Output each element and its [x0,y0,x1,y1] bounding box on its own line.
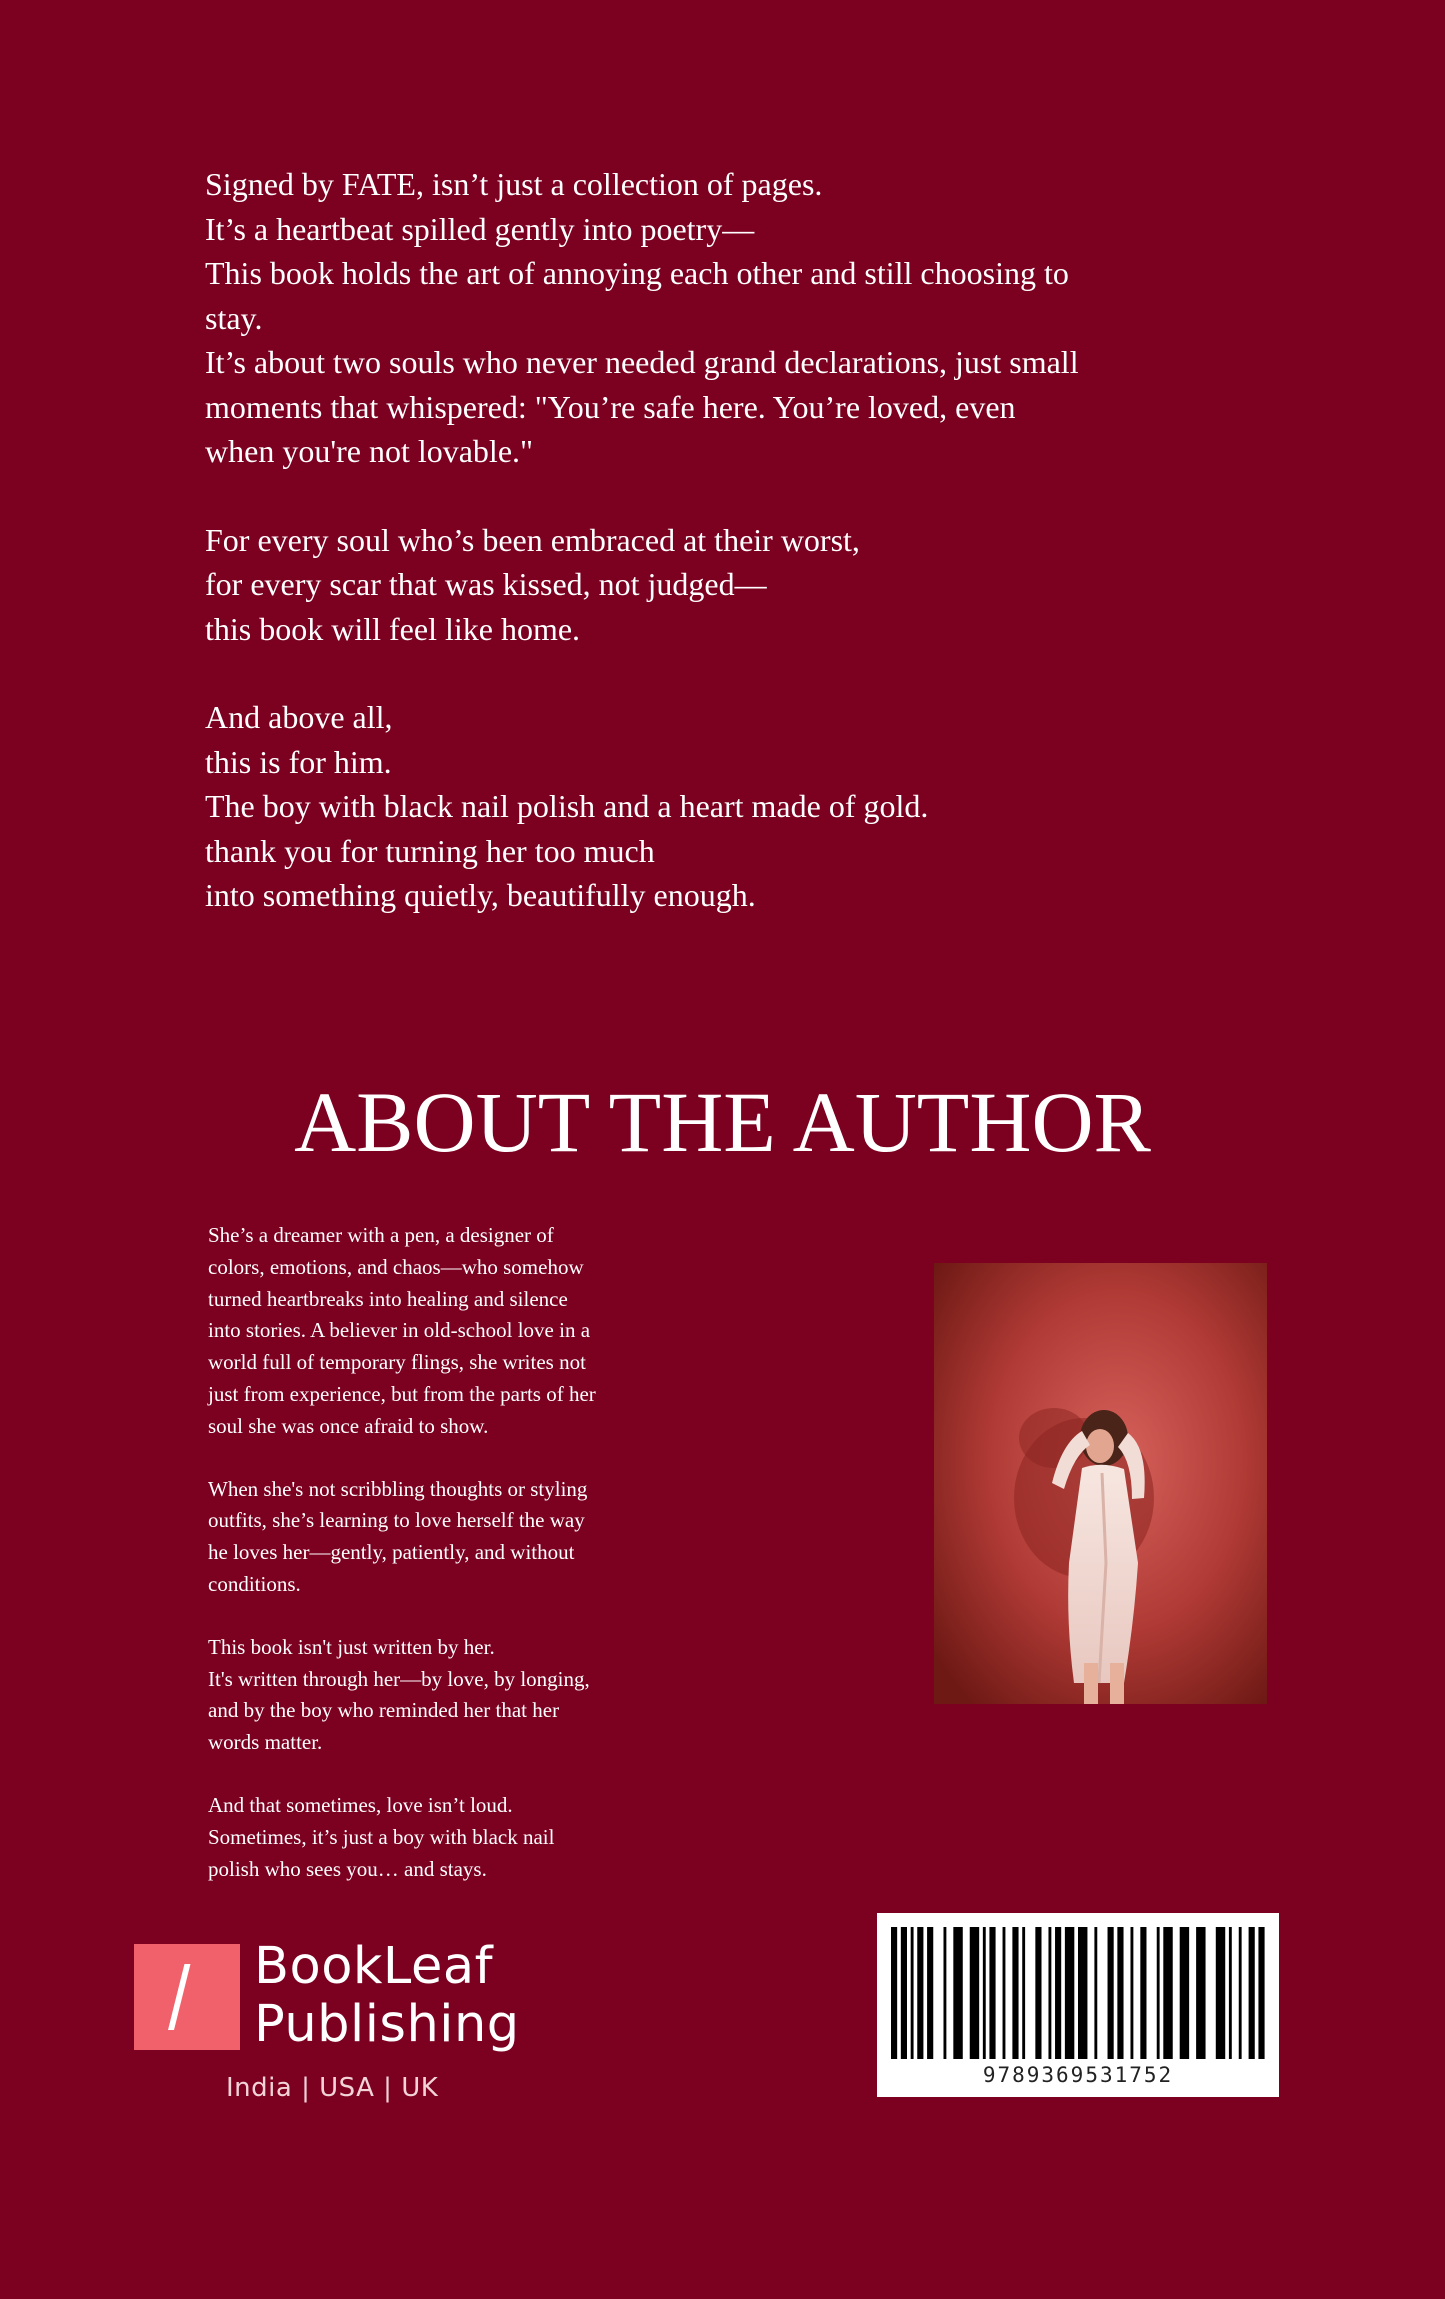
blurb-line: this book will feel like home. [205,610,581,647]
barcode-bar [901,1927,907,2059]
barcode-bar [943,1927,946,2059]
bio-line: conditions. [208,1571,301,1596]
blurb-line: For every soul who’s been embraced at their worst, [205,521,860,558]
blurb-line: stay. [205,299,263,336]
barcode-bar [1055,1927,1061,2059]
barcode-bar [989,1927,995,2059]
bio-line: words matter. [208,1730,323,1755]
barcode-bar [911,1927,914,2059]
bio-line: outfits, she’s learning to love herself the way [208,1508,585,1533]
blurb-line: moments that whispered: "You’re safe here. You’re loved, even [205,388,1016,425]
blurb-line: thank you for turning her too much [205,832,655,869]
blurb-line: for every scar that was kissed, not judged— [205,566,767,602]
barcode-bar [1140,1927,1146,2059]
barcode-bar [1239,1927,1242,2059]
bio-line: and by the boy who reminded her that her [208,1698,560,1723]
barcode-bar [1117,1927,1123,2059]
blurb-line: Signed by FATE, isn’t just a collection of pages. [205,166,823,202]
barcode-icon [891,1927,1265,2059]
blurb-line: It’s about two souls who never needed grand declarations, just small [205,344,1079,380]
bio-line: It's written through her—by love, by longing, [208,1666,590,1691]
blurb-line: This book holds the art of annoying each other and still choosing to [205,255,1069,291]
blurb-paragraph [205,695,1205,918]
bio-line: She’s a dreamer with a pen, a designer of [208,1223,554,1247]
isbn-barcode [877,1913,1279,2097]
slash-logo-icon [134,1944,240,2050]
isbn-number: 9789369531752 [982,2063,1174,2087]
blurb-line: It’s a heartbeat spilled gently into poetry— [205,210,755,247]
barcode-bar [1078,1927,1087,2059]
barcode-bar [1094,1927,1097,2059]
author-bio [208,1220,678,1916]
bio-paragraph [208,1220,678,1443]
bio-paragraph [208,1632,678,1759]
barcode-bar [1163,1927,1172,2059]
barcode-bar [1130,1927,1133,2059]
blurb-line: into something quietly, beautifully enough. [205,877,756,913]
publisher-name [254,1938,554,2054]
barcode-bar [1108,1927,1114,2059]
bio-line: into stories. A believer in old-school love in a [208,1318,591,1343]
barcode-bar [983,1927,986,2059]
blurb-line: And above all, [205,699,393,735]
barcode-bar [1229,1927,1232,2059]
barcode-bar [1022,1927,1025,2059]
bio-line: This book isn't just written by her. [208,1634,495,1659]
publisher-name-line1: BookLeaf [254,1937,494,1996]
barcode-bar [1258,1927,1264,2059]
barcode-bar [927,1927,933,2059]
barcode-bar [1048,1927,1051,2059]
bio-line: soul she was once afraid to show. [208,1413,489,1438]
barcode-bar [1035,1927,1041,2059]
barcode-bar [1012,1927,1018,2059]
blurb-paragraph [205,162,1205,474]
bio-line: just from experience, but from the parts of her [208,1381,596,1406]
barcode-bar [953,1927,962,2059]
barcode-bar [1249,1927,1255,2059]
blurb-line: The boy with black nail polish and a heart made of gold. [205,788,929,824]
bio-paragraph [208,1790,678,1885]
publisher-regions: India | USA | UK [226,2073,439,2103]
bio-line: polish who sees you… and stays. [208,1856,487,1881]
barcode-bar [1065,1927,1074,2059]
barcode-bar [970,1927,979,2059]
barcode-bar [1003,1927,1006,2059]
barcode-bar [917,1927,923,2059]
barcode-bar [1216,1927,1225,2059]
bio-line: world full of temporary flings, she writes not [208,1350,586,1375]
barcode-bar [1196,1927,1205,2059]
author-photo [934,1263,1267,1704]
barcode-bar [1180,1927,1189,2059]
back-cover-blurb [205,162,1205,962]
publisher-name-line2: Publishing [254,1995,520,2054]
about-the-author-heading: ABOUT THE AUTHOR [294,1074,1151,1170]
blurb-paragraph [205,518,1205,652]
bio-paragraph [208,1474,678,1601]
barcode-bar [1157,1927,1160,2059]
bio-line: When she's not scribbling thoughts or styling [208,1476,588,1501]
bio-line: colors, emotions, and chaos—who somehow [208,1254,584,1279]
bio-line: turned heartbreaks into healing and silence [208,1286,568,1311]
bio-line: And that sometimes, love isn’t loud. [208,1792,513,1817]
barcode-bar [891,1927,897,2059]
bio-line: Sometimes, it’s just a boy with black nail [208,1824,555,1849]
bio-line: he loves her—gently, patiently, and without [208,1540,575,1565]
blurb-line: when you're not lovable." [205,433,534,469]
blurb-line: this is for him. [205,743,392,780]
